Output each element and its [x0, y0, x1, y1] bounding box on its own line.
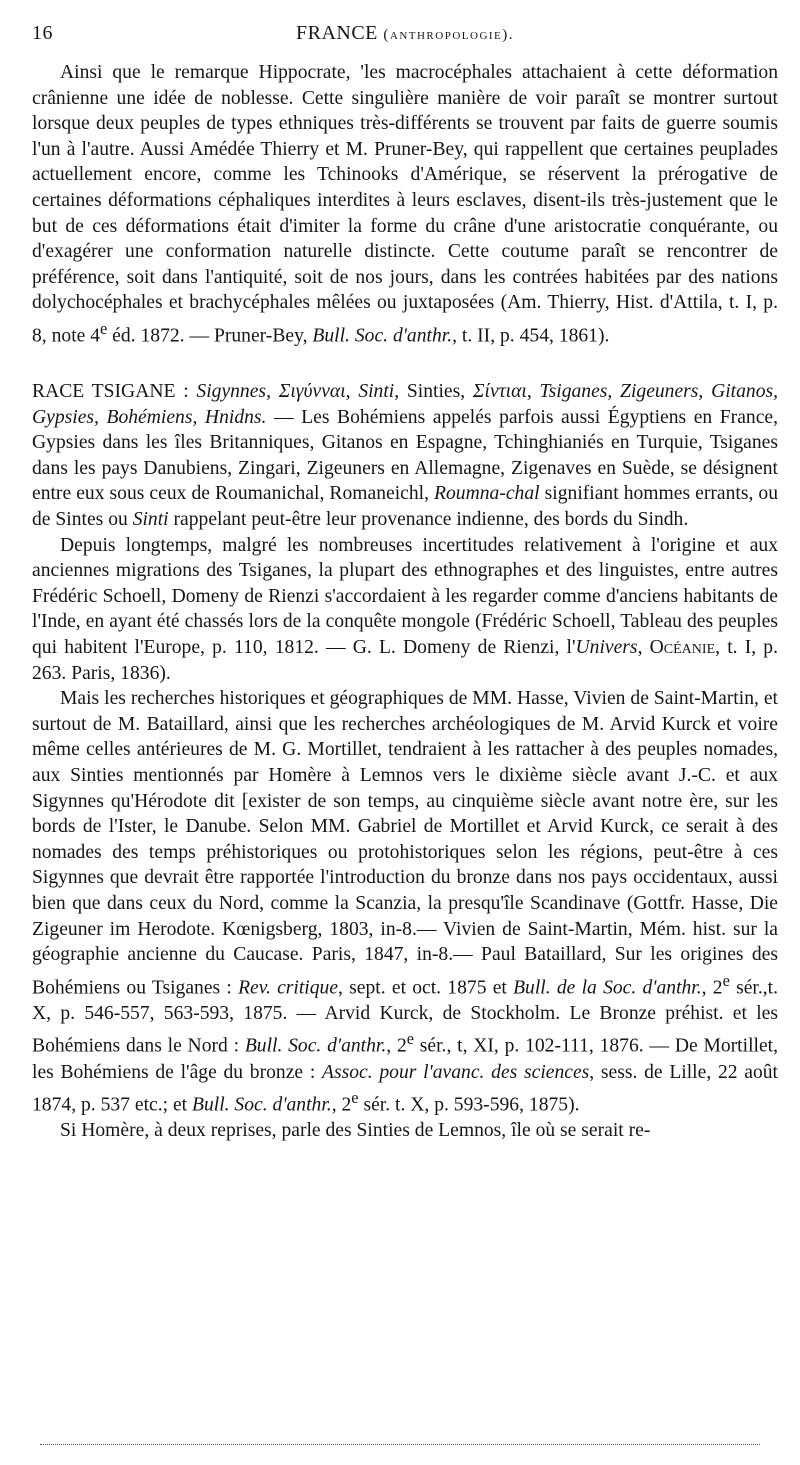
text-run: , Sinties,: [394, 381, 473, 403]
text-run: , 2: [386, 1035, 407, 1057]
page-number: 16: [32, 22, 53, 44]
paragraph-macrocephales: [32, 60, 778, 349]
italic-run: Tsiganes, Zigeuners, Gitanos, Gypsies, Bohémiens, Hnidns.: [32, 381, 779, 428]
text-run: , 2: [701, 977, 723, 999]
italic-run: Sinti: [358, 381, 395, 403]
paragraph-recherches: [32, 686, 778, 1118]
superscript: e: [406, 1029, 415, 1049]
text-run: sér.,t. X, p. 546-557, 563-593, 1875. — Arvid Kurck, de Stockholm. Le Bronze préhist. et les Bohémiens dans le Nord :: [32, 977, 778, 1057]
text-run: sér. t. X, p. 593-596, 1875).: [358, 1094, 580, 1116]
text-run: , t. II, p. 454, 1861).: [452, 325, 610, 347]
italic-run: Bull. de la Soc. d'anthr.: [513, 977, 702, 999]
text-run: , sess. de Lille, 22 août 1874, p. 537 etc.; et: [32, 1061, 778, 1116]
superscript: e: [100, 318, 108, 338]
text-run: , t. I, p. 263. Paris, 1836).: [32, 637, 778, 684]
italic-run: Sigynnes: [196, 381, 267, 403]
text-run: signifiant hommes errants, ou de Sintes ou: [32, 483, 778, 531]
running-head: [32, 22, 778, 45]
text-run: ,: [637, 637, 650, 658]
smallcaps-run: Océanie: [649, 637, 716, 658]
running-head-subtitle: (anthropologie).: [383, 27, 515, 43]
text-run: — Les Bohémiens appelés parfois aussi Égyptiens en France, Gypsies dans les îles Britanniques, Gitanos en Espagne, Tchinghianiés en Turquie, Tsiganes dans les pays Danubiens, Zingari, Zigeuners en Allemagne, Zigenaves en Suède, se désignent entre eux sous ceux de Roumanichal, Romaneichl,: [32, 406, 778, 505]
italic-run: Bull. Soc. d'anthr.: [312, 325, 453, 347]
text-run: Depuis longtemps, malgré les nombreuses incertitudes relativement à l'origine et aux anciennes migrations des Tsiganes, la plupart des ethnographes et des linguistes, entre autres Frédéric Schoell, Domeny de Rienzi s'accordaient à les regarder comme d'anciens habitants de l'Inde, en ayant été chassés lors de la conquête mongole (Frédéric Schoell, Tableau des peuples qui habitent l'Europe, p. 110, 1812. — G. L. Domeny de Rienzi, l': [32, 534, 778, 658]
greek-run: Σίντιαι: [472, 381, 527, 403]
text-run: ,: [526, 381, 540, 403]
italic-run: Bull. Soc. d'anthr.: [191, 1094, 332, 1116]
text-run: ,: [266, 381, 279, 403]
running-head-title: FRANCE: [295, 22, 378, 44]
paragraph-origine: [32, 533, 778, 687]
italic-run: Univers: [575, 637, 638, 658]
text-run: Mais les recherches historiques et géographiques de MM. Hasse, Vivien de Saint-Martin, et surtout de M. Bataillard, ainsi que les recherches archéologiques de M. Arvid Kurck et voire même celles antérieures de M. G. Mortillet, tendraient à les rattacher à des peuples nomades, aux Sinties mentionnés par Homère à Lemnos vers le dixième siècle avant J.-C. et aux Sigynnes qu'Hérodote dit [exister de son temps, au cinquième siècle avant notre ère, sur les bords de l'Ister, le Danube. Selon MM. Gabriel de Mortillet et Arvid Kurck, ce serait à des nomades des temps préhistoriques ou protohistoriques selon les régions, peut-être à ces Sigynnes que devrait être rapportée l'introduction du bronze dans nos pays occidentaux, aussi bien que dans ceux du Nord, comme la Scanzia, la presqu'île Scandinave (Gottfr. Hasse, Die Zigeuner im Herodote. Kœnigsberg, 1803, in-8.— Vivien de Saint-Martin, Mém. hist. sur la géographie ancienne du Caucase. Paris, 1847, in-8.— Paul Bataillard, Sur les origines des Bohémiens ou Tsiganes :: [32, 688, 778, 999]
superscript: e: [351, 1088, 359, 1108]
page-header: [32, 0, 778, 44]
greek-run: Σιγύνναι: [278, 381, 346, 403]
text-run: rappelant peut-être leur provenance indienne, des bords du Sindh.: [168, 509, 689, 531]
italic-run: Bull. Soc. d'anthr.: [244, 1035, 387, 1057]
text-run: sér., t, XI, p. 102-111, 1876. — De Mortillet, les Bohémiens de l'âge du bronze :: [32, 1035, 778, 1083]
italic-run: Roumna-chal: [434, 483, 540, 505]
section-heading: RACE TSIGANE :: [32, 381, 197, 403]
text-run: ,: [345, 381, 359, 403]
text-run: Si Homère, à deux reprises, parle des Sinties de Lemnos, île où se serait re-: [60, 1120, 651, 1142]
text-run: , 2: [331, 1094, 352, 1116]
paragraph-race-tsigane: [32, 379, 778, 533]
text-run: Ainsi que le remarque Hippocrate, 'les macrocéphales attachaient à cette déformation crânienne une idée de noblesse. Cette singulière manière de voir paraît se montrer surtout lorsque deux peuples de types ethniques très-différents se trouvent par faits de guerre soumis l'un à l'autre. Aussi Amédée Thierry et M. Pruner-Bey, qui rappellent que certaines peuplades actuellement encore, comme les Tchinooks d'Amérique, se réservent la prérogative de certaines déformations céphaliques interdites à leurs esclaves, disent-ils très-justement que le but de ces déformations était d'imiter la forme du crâne d'une aristocratie conquérante, ou d'exagérer une conformation naturelle distincte. Cette coutume paraît se rencontrer de préférence, soit dans l'antiquité, soit de nos jours, dans les contrées habitées par des nations dolychocéphales et brachycéphales mêlées ou juxtaposées (Am. Thierry, Hist. d'Attila, t. I, p. 8, note 4: [32, 62, 778, 347]
text-run: , sept. et oct. 1875 et: [338, 977, 514, 999]
text-run: éd. 1872. — Pruner-Bey,: [107, 325, 313, 347]
italic-run: Sinti: [132, 509, 169, 531]
superscript: e: [722, 970, 730, 990]
footer-dotted-rule: [40, 1444, 760, 1445]
page-body: [32, 60, 778, 1144]
italic-run: Assoc. pour l'avanc. des sciences: [322, 1061, 590, 1083]
paragraph-homere: [32, 1118, 778, 1144]
italic-run: Rev. critique: [238, 977, 339, 999]
